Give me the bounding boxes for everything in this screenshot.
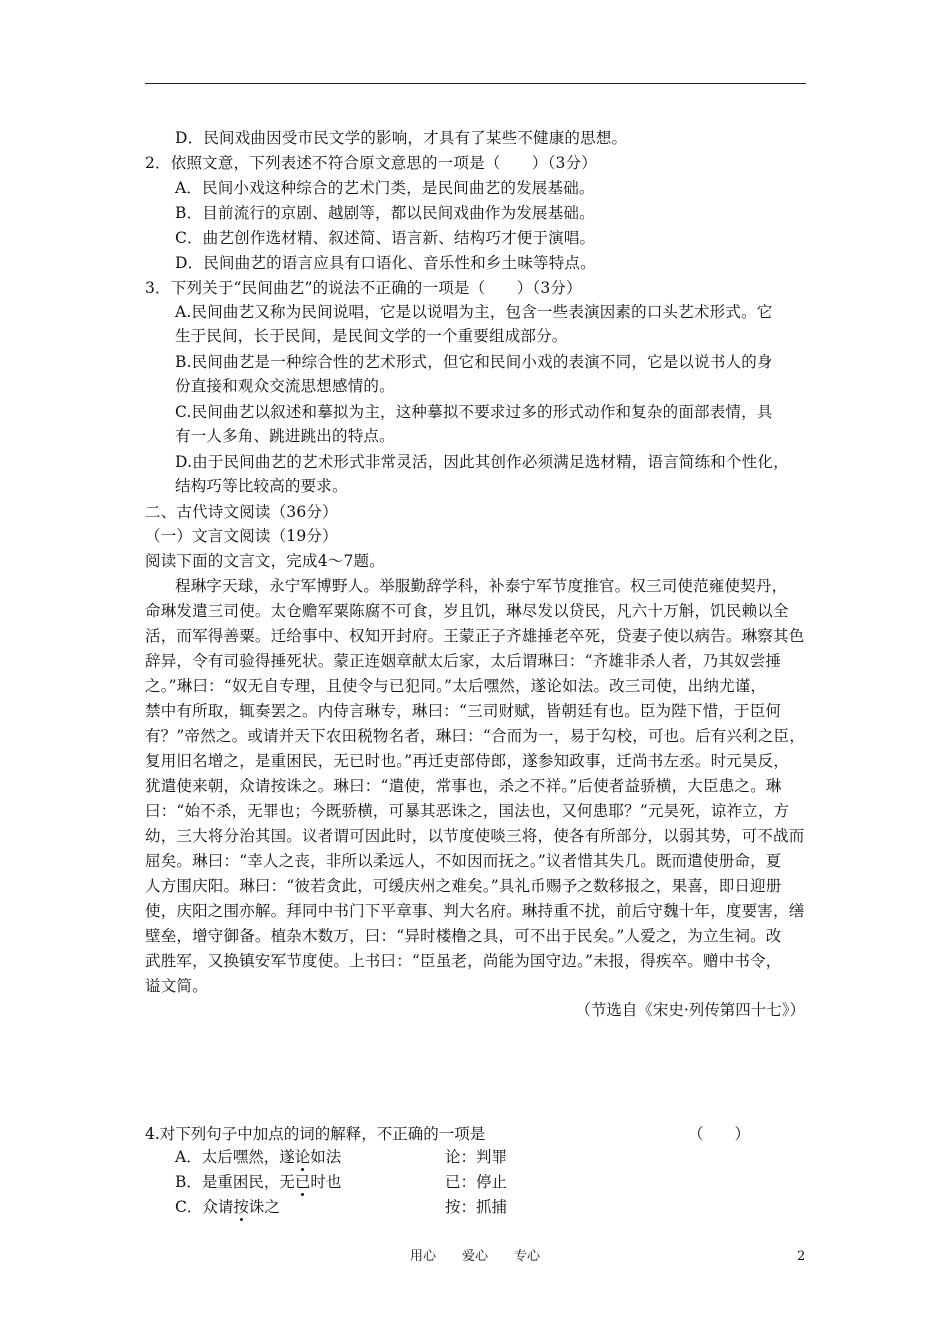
text-line: 幼，三大将分治其国。议者谓可因此时，以节度使啖三将，使各有所部分，以弱其势，可不战而 xyxy=(145,827,805,845)
text-line: 禁中有所取，辄奏罢之。内侍言琳专，琳曰：“三司财赋，皆朝廷有也。臣为陛下惜，于臣何 xyxy=(145,702,782,720)
text-line: 有一人多角、跳进跳出的特点。 xyxy=(175,427,395,445)
text-line: 有？”帝然之。或请并天下农田税物名者，琳曰：“合而为一，易于勾校，可也。后有兴利之臣， xyxy=(145,727,805,745)
text-line: 辞异，令有司验得捶死状。蒙正连姻章献太后家，太后谓琳曰：“齐雄非杀人者，乃其奴尝捶 xyxy=(145,652,782,670)
text-line: C.民间曲艺以叙述和摹拟为主，这种摹拟不要求过多的形式动作和复杂的面部表情，具 xyxy=(175,403,773,421)
text-line: B．目前流行的京剧、越剧等，都以民间戏曲作为发展基础。 xyxy=(175,204,595,222)
text-line: 武胜军，又换镇安军节度使。上书曰：“臣虽老，尚能为国守边。”未报，得疾卒。赠中书令， xyxy=(145,952,782,970)
option-b: B．是重困民，无已时也 xyxy=(175,1173,342,1191)
text-line: 阅读下面的文言文，完成4～7题。 xyxy=(145,552,385,570)
dotted-word: 按 xyxy=(233,1198,249,1216)
option-b-gloss: 已：停止 xyxy=(445,1173,508,1191)
text-line: 犹遣使来朝，众请按诛之。琳曰：“遣使，常事也，杀之不祥。”后使者益骄横，大臣患之。琳 xyxy=(145,777,782,795)
option-c-gloss: 按：抓捕 xyxy=(445,1198,508,1216)
text-line: 结构巧等比较高的要求。 xyxy=(175,477,348,495)
text-line: 二、古代诗文阅读（36分） xyxy=(145,503,338,521)
text-line: 2．依照文意，下列表述不符合原文意思的一项是（ ）（3分） xyxy=(145,154,597,172)
footer-motto: 用心 爱心 专心 xyxy=(409,1249,540,1264)
text-line: 人方围庆阳。琳曰：“彼若贪此，可缓庆州之难矣。”具礼币赐予之数移报之，果喜，即日迎册 xyxy=(145,877,782,895)
text-line: 之。”琳曰：“奴无自专理，且使令与已犯同。”太后嘿然，遂论如法。改三司使，出纳尤谨， xyxy=(145,677,767,695)
question-4 xyxy=(145,1124,751,1144)
text-line: 曰：“始不杀，无罪也；今既骄横，可暴其恶诛之，国法也，又何患耶？”元昊死，谅祚立，方 xyxy=(145,802,790,820)
option-a: A．太后嘿然，遂论如法 xyxy=(175,1148,342,1166)
page-number: 2 xyxy=(797,1249,806,1264)
header-rule xyxy=(145,83,806,84)
answer-paren: （ ） xyxy=(688,1125,751,1143)
text-line: 壁垒，增守御备。植杂木数万，曰：“异时楼橹之具，可不出于民矣。”人爱之，为立生祠。改 xyxy=(145,927,782,945)
source-note: （节选自《宋史·列传第四十七》） xyxy=(575,1001,805,1019)
option-a-gloss: 论：判罪 xyxy=(445,1148,508,1166)
dotted-word: 已 xyxy=(294,1173,311,1191)
text-line: A.民间曲艺又称为民间说唱，它是以说唱为主，包含一些表演因素的口头艺术形式。它 xyxy=(175,303,773,321)
text-line: 使，庆阳之围亦解。拜同中书门下平章事、判大名府。琳持重不扰，前后守魏十年，度要害，缮 xyxy=(145,902,805,920)
text-line: （一）文言文阅读（19分） xyxy=(145,527,338,545)
text-line: D．民间戏曲因受市民文学的影响，才具有了某些不健康的思想。 xyxy=(175,129,628,147)
text-line: 复用旧名增之，是重困民，无已时也。”再迁吏部侍郎，遂参知政事，迁尚书左丞。时元昊反， xyxy=(145,752,790,770)
text-line: 程琳字天球，永宁军博野人。举服勤辞学科，补泰宁军节度推官。权三司使范雍使契丹， xyxy=(175,577,788,595)
text-line: C．曲艺创作选材精、叙述简、语言新、结构巧才便于演唱。 xyxy=(175,229,596,247)
text-line: 屈矣。琳曰：“幸人之丧，非所以柔远人，不如因而抚之。”议者惜其失几。既而遣使册命，夏 xyxy=(145,852,782,870)
text-line: 谥文简。 xyxy=(145,977,208,995)
text-line: 3．下列关于“民间曲艺”的说法不正确的一项是（ ）（3分） xyxy=(145,279,582,297)
text-line: 生于民间，长于民间，是民间文学的一个重要组成部分。 xyxy=(175,327,568,345)
text-line: D.由于民间曲艺的艺术形式非常灵活，因此其创作必须满足选材精，语言简练和个性化， xyxy=(175,453,789,471)
text-line: 份直接和观众交流思想感情的。 xyxy=(175,377,395,395)
text-line: B.民间曲艺是一种综合性的艺术形式，但它和民间小戏的表演不同，它是以说书人的身 xyxy=(175,353,773,371)
text-line: 活，而军得善粟。迁给事中、权知开封府。王蒙正子齐雄捶老卒死，贷妻子使以病告。琳察其色 xyxy=(145,627,805,645)
option-c: C．众请按诛之 xyxy=(175,1198,280,1216)
dotted-word: 论 xyxy=(294,1148,311,1166)
text-line: 命琳发遣三司使。太仓赡军粟陈腐不可食，岁且饥，琳尽发以贷民，凡六十万斛，饥民赖以全 xyxy=(145,602,789,620)
text-line: A．民间小戏这种综合的艺术门类，是民间曲艺的发展基础。 xyxy=(175,179,595,197)
question-4-stem: 4.对下列句子中加点的词的解释，不正确的一项是 xyxy=(145,1125,486,1143)
text-line: D．民间曲艺的语言应具有口语化、音乐性和乡土味等特点。 xyxy=(175,254,596,272)
